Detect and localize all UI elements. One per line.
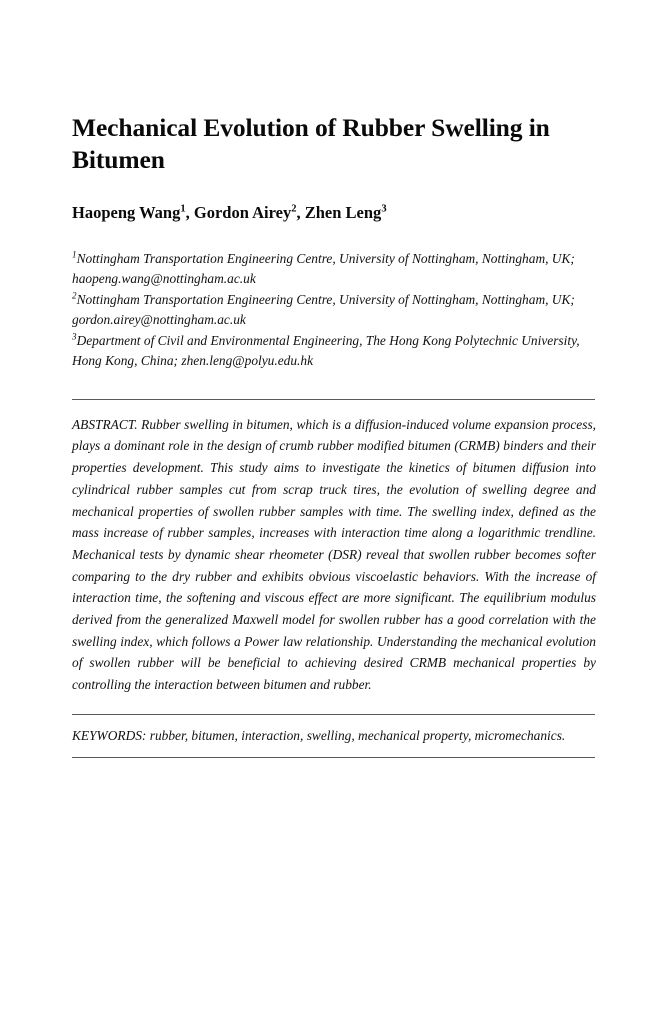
affiliation-item (72, 290, 596, 331)
keywords-bottom-divider (72, 757, 595, 758)
abstract-label: ABSTRACT. (72, 416, 138, 432)
affiliation-text: Department of Civil and Environmental Engineering, The Hong Kong Polytechnic University, Hong Kong, China; zhen.leng@polyu.edu.hk (72, 332, 580, 369)
affiliation-marker: 2 (72, 290, 77, 301)
author-affiliation-marker-1: 1 (180, 203, 186, 215)
keywords-line (72, 726, 596, 746)
author-affiliation-marker-2: 2 (291, 203, 297, 215)
author-name-1: Haopeng Wang (72, 203, 181, 223)
affiliation-marker: 3 (72, 331, 77, 342)
keywords-label: KEYWORDS: (72, 727, 147, 743)
author-affiliation-marker-3: 3 (381, 203, 387, 215)
affiliation-item (72, 249, 596, 290)
paper-content (72, 112, 596, 758)
keywords-text: rubber, bitumen, interaction, swelling, mechanical property, micromechanics. (146, 727, 566, 743)
author-separator-2: , (296, 203, 305, 223)
affiliation-text: Nottingham Transportation Engineering Centre, University of Nottingham, Nottingham, UK; gordon.airey@nottingham.ac.uk (72, 291, 575, 328)
author-separator-1: , (185, 203, 194, 223)
abstract-top-divider (72, 399, 595, 400)
abstract-body: Rubber swelling in bitumen, which is a diffusion-induced volume expansion process, plays a dominant role in the design of crumb rubber modified bitumen (CRMB) binders and their properties development. This study aims to investigate the kinetics of bitumen diffusion into cylindrical rubber samples cut from scrap truck tires, the evolution of swelling degree and mechanical properties of swollen rubber samples with time. The swelling index, defined as the mass increase of rubber samples, increases with interaction time along a logarithmic trendline. Mechanical tests by dynamic shear rheometer (DSR) reveal that swollen rubber becomes softer comparing to the dry rubber and exhibits obvious viscoelastic behaviors. With the increase of interaction time, the softening and viscous effect are more significant. The equilibrium modulus derived from the generalized Maxwell model for swollen rubber has a good correlation with the swelling index, which follows a Power law relationship. Understanding the mechanical evolution of swollen rubber will be beneficial to achieving desired CRMB mechanical properties by controlling the interaction between bitumen and rubber. (72, 416, 596, 693)
affiliation-item (72, 331, 596, 372)
keywords-top-divider (72, 714, 595, 715)
author-name-3: Zhen Leng (304, 203, 382, 223)
abstract-paragraph (72, 414, 596, 696)
affiliation-marker: 1 (72, 249, 77, 260)
affiliation-text: Nottingham Transportation Engineering Centre, University of Nottingham, Nottingham, UK; haopeng.wang@nottingham.ac.uk (72, 250, 575, 287)
author-list (72, 202, 596, 223)
affiliation-block (72, 249, 596, 372)
author-name-2: Gordon Airey (193, 203, 292, 223)
page-title: Mechanical Evolution of Rubber Swelling in Bitumen (72, 113, 550, 175)
